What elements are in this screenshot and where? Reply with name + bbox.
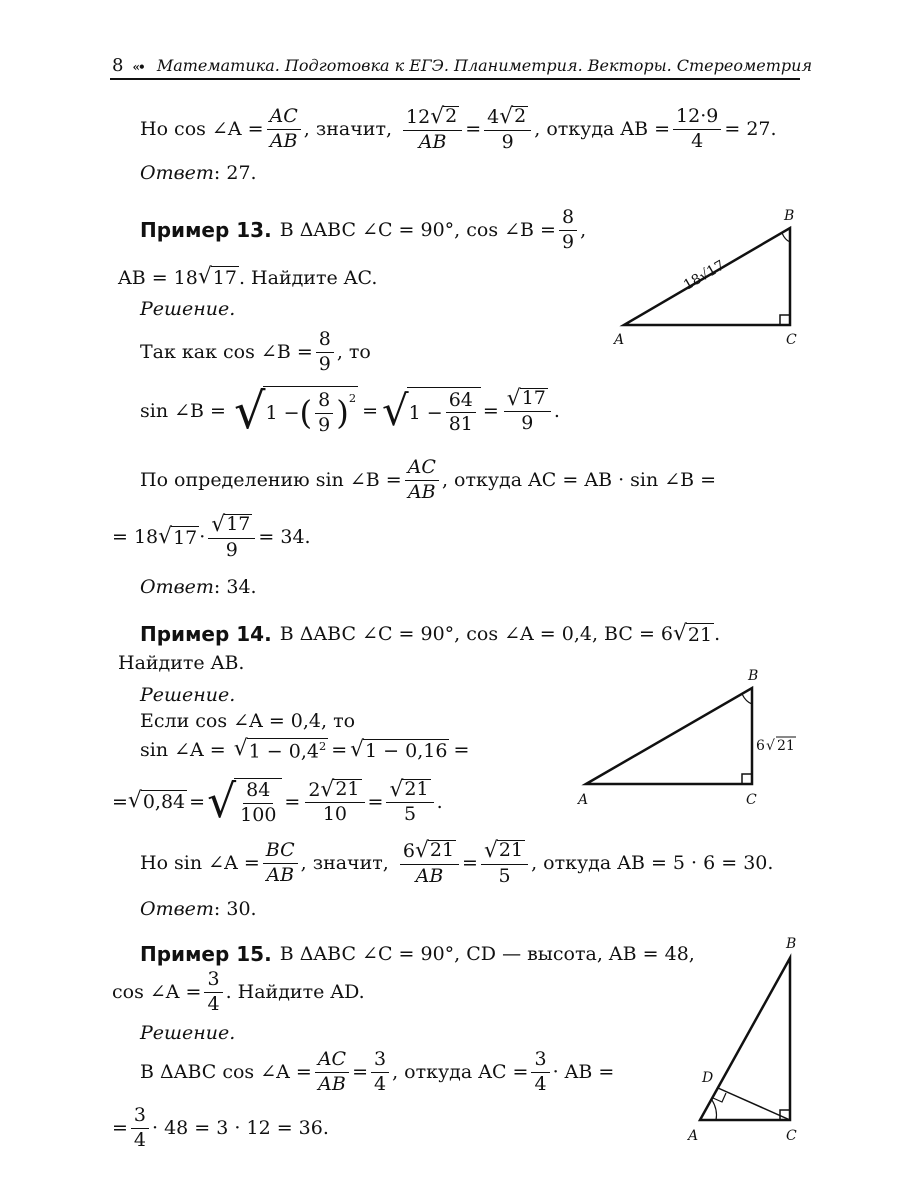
text: =	[112, 1117, 128, 1140]
text: =	[367, 790, 384, 813]
answer-value: : 27.	[213, 162, 257, 184]
ex14-but	[140, 840, 773, 887]
answer-label: Ответ	[140, 898, 214, 920]
text: = 34.	[258, 526, 311, 549]
radicand: 21	[687, 623, 713, 646]
sqrt: √ 21	[673, 620, 713, 646]
num: 12	[406, 106, 431, 128]
text: =	[331, 739, 348, 762]
ex15-line2	[112, 970, 365, 1015]
fraction: $\frac{84}{100}$	[240, 779, 277, 826]
triangle	[586, 688, 752, 784]
vertex-d-label: D	[702, 1070, 714, 1086]
ex14-if	[140, 710, 355, 732]
radicand: 1 − 0,4	[248, 740, 319, 763]
ex13-triangle-figure	[610, 200, 810, 350]
example-title: Пример 15.	[140, 942, 272, 966]
fraction: $\frac{3}{4}$	[371, 1050, 389, 1095]
prev-line	[140, 106, 777, 153]
fraction: $\frac{AC}{AB}$	[315, 1050, 349, 1095]
ex15-triangle-figure	[682, 930, 812, 1150]
example-title: Пример 14.	[140, 622, 272, 646]
num: 4	[487, 106, 500, 128]
ex13-answer	[140, 576, 257, 598]
sqrt-icon: √	[766, 738, 775, 754]
radicand: 21	[498, 839, 524, 861]
vertex-c-label: C	[746, 792, 757, 808]
radicand: 1 − 0,16	[365, 739, 448, 762]
side-ab-label: 18√17	[681, 257, 728, 294]
ex15-calc	[112, 1106, 329, 1151]
fraction: √ 17 9	[504, 388, 551, 435]
den: AB	[418, 130, 447, 153]
text: =	[462, 852, 478, 875]
side-bc-coef: 6	[756, 738, 765, 754]
text: =	[189, 790, 206, 813]
vertex-a-label: A	[578, 792, 589, 808]
fraction	[405, 458, 439, 503]
fraction: $\frac{3}{4}$	[131, 1106, 149, 1151]
text: · 48 = 3 · 12 = 36.	[152, 1117, 329, 1140]
header-ornament-icon: «•	[132, 60, 144, 74]
vertex-b-label: B	[786, 936, 797, 952]
sqrt: √ 0,84	[127, 788, 186, 814]
text: По определению sin ∠B =	[140, 469, 402, 492]
text: В ΔABC cos ∠A =	[140, 1061, 312, 1084]
radicand: 0,84	[142, 791, 186, 814]
text: =	[284, 790, 301, 813]
text: =	[482, 399, 499, 422]
fraction: $\frac{8}{9}$	[316, 330, 334, 375]
example-title: Пример 13.	[140, 218, 272, 243]
text: =	[352, 1061, 368, 1084]
text: . Найдите AD.	[225, 981, 365, 1004]
text: · AB =	[552, 1061, 615, 1084]
sqrt: √ 1 − 0,16	[350, 736, 448, 762]
text: = 27.	[724, 118, 777, 141]
vertex-b-label: B	[748, 668, 759, 684]
ex14-heading	[140, 622, 720, 646]
text: 1 −	[408, 401, 443, 424]
text: Но sin ∠A =	[140, 852, 260, 875]
fraction: 12 √ 2 AB	[403, 106, 462, 153]
ex14-line2	[118, 652, 244, 674]
ex13-heading	[140, 208, 586, 253]
den: 4	[691, 129, 704, 152]
text: = 18	[112, 526, 159, 549]
radicand: 21	[429, 839, 455, 861]
vertex-c-label: C	[786, 1128, 797, 1144]
text: ·	[199, 526, 206, 549]
text: .	[714, 623, 721, 645]
num: 12·9	[676, 105, 719, 127]
altitude-cd	[718, 1088, 790, 1120]
radicand: 17	[173, 526, 198, 549]
sqrt: √ 17	[197, 264, 237, 289]
num: AC	[269, 105, 298, 127]
text: В ΔABC ∠C = 90°, CD — высота, AB = 48,	[279, 943, 695, 965]
radicand: 2	[445, 105, 458, 127]
text: , откуда AC =	[392, 1061, 529, 1084]
text: Если cos ∠A = 0,4, то	[140, 710, 356, 732]
den: AB	[269, 129, 298, 152]
num: AC	[407, 456, 436, 478]
fraction	[267, 107, 301, 152]
radicand: 21	[335, 777, 360, 800]
vertex-a-label: A	[614, 332, 625, 348]
right-angle-mark	[780, 315, 790, 325]
text: Так как cos ∠B =	[140, 341, 313, 364]
fraction: √ 21 5	[481, 840, 528, 887]
ex13-definition	[140, 458, 716, 503]
fraction: 4 √ 2 9	[484, 106, 531, 153]
fraction: $\frac{3}{4}$	[204, 970, 222, 1015]
sqrt: √ $1 - 0,4^2$	[233, 736, 327, 763]
fraction: $\frac{8}{9}$	[559, 208, 577, 253]
fraction	[673, 107, 721, 152]
text: 1 −	[265, 402, 300, 425]
text: , то	[336, 341, 371, 364]
sqrt: √ 17	[158, 523, 198, 549]
radicand: 17	[226, 513, 251, 535]
fraction: $\frac{3}{4}$	[531, 1050, 549, 1095]
solution-label: Решение.	[140, 1022, 236, 1044]
radicand: 21	[404, 777, 429, 800]
ex13-line2	[118, 266, 377, 289]
fraction: $\frac{64}{81}$	[446, 391, 476, 436]
ex13-sin: sin ∠B = √ 1 − ( $\frac{8}{9}$ ) $^2$ = √ 1 − $\frac{64}{81}$ = √ 17 9 .	[140, 381, 560, 440]
page-number: 8	[112, 55, 124, 76]
text: =	[362, 399, 378, 422]
vertex-a-label: A	[688, 1128, 699, 1144]
den: AB	[407, 480, 436, 503]
angle-arc	[712, 1100, 717, 1120]
ex13-calc	[112, 514, 311, 561]
ex15-heading	[140, 942, 695, 966]
answer-label: Ответ	[140, 162, 214, 184]
text: .	[553, 399, 560, 422]
ex13-since	[140, 330, 371, 375]
text: , значит,	[300, 852, 389, 875]
fraction: 6 √ 21 AB	[400, 840, 459, 887]
ex15-solution-label	[140, 1022, 235, 1044]
ex14-sin	[140, 738, 469, 762]
header-rule	[110, 78, 800, 80]
fraction: $\frac{8}{9}$	[315, 391, 333, 436]
ex14-answer	[140, 898, 257, 920]
right-angle-mark	[742, 774, 752, 784]
text: .	[436, 790, 443, 813]
text: В ΔABC ∠C = 90°, cos ∠A = 0,4, BC = 6	[279, 623, 673, 645]
ex14-calc: = √ 0,84 = √ $\frac{84}{100}$ = 2 √ 21 10 = √ 21 5 .	[112, 775, 443, 829]
text: Найдите AB.	[118, 652, 245, 674]
text: , значит,	[303, 118, 393, 141]
ex15-in	[140, 1050, 614, 1095]
answer-label: Ответ	[140, 576, 214, 598]
ex14-triangle-figure	[572, 664, 812, 814]
vertex-c-label: C	[786, 332, 797, 348]
fraction: √ 21 5	[386, 779, 433, 826]
text: , откуда AB =	[534, 118, 671, 141]
text: =	[465, 118, 482, 141]
fraction: 2 √ 21 10	[305, 779, 364, 826]
text: , откуда AC = AB · sin ∠B =	[441, 469, 717, 492]
exponent: 2	[318, 739, 327, 753]
text: AB = 18	[118, 266, 198, 289]
text: , откуда AB = 5 · 6 = 30.	[531, 852, 774, 875]
text: cos ∠A =	[112, 981, 202, 1004]
text: sin ∠A =	[140, 739, 226, 762]
book-title: Математика. Подготовка к ЕГЭ. Планиметрия. Векторы. Стереометрия	[156, 56, 813, 75]
side-bc-radicand: 21	[777, 738, 795, 754]
text: sin ∠B =	[140, 399, 226, 422]
solution-label: Решение.	[140, 298, 236, 320]
text: ,	[580, 219, 587, 242]
angle-arc	[742, 694, 752, 704]
fraction: $\frac{BC}{AB}$	[263, 841, 298, 886]
text: Но cos ∠A =	[140, 118, 264, 141]
den: 9	[501, 130, 514, 153]
fraction: √ 17 9	[208, 514, 255, 561]
vertex-b-label: B	[784, 208, 795, 224]
ex14-solution-label	[140, 684, 235, 706]
solution-label: Решение.	[140, 684, 236, 706]
answer-value: : 30.	[213, 898, 257, 920]
running-header	[112, 55, 812, 76]
text: =	[453, 739, 470, 762]
exponent: 2	[348, 391, 357, 405]
radicand: 2	[514, 105, 527, 127]
ex13-solution-label	[140, 298, 235, 320]
radicand: 17	[212, 267, 237, 289]
text: =	[112, 790, 128, 813]
triangle	[700, 958, 790, 1120]
answer-value: : 34.	[213, 576, 257, 598]
text: . Найдите AC.	[238, 266, 378, 289]
prev-answer	[140, 162, 257, 184]
text: В ΔABC ∠C = 90°, cos ∠B =	[279, 219, 556, 242]
radicand: 17	[521, 386, 546, 409]
